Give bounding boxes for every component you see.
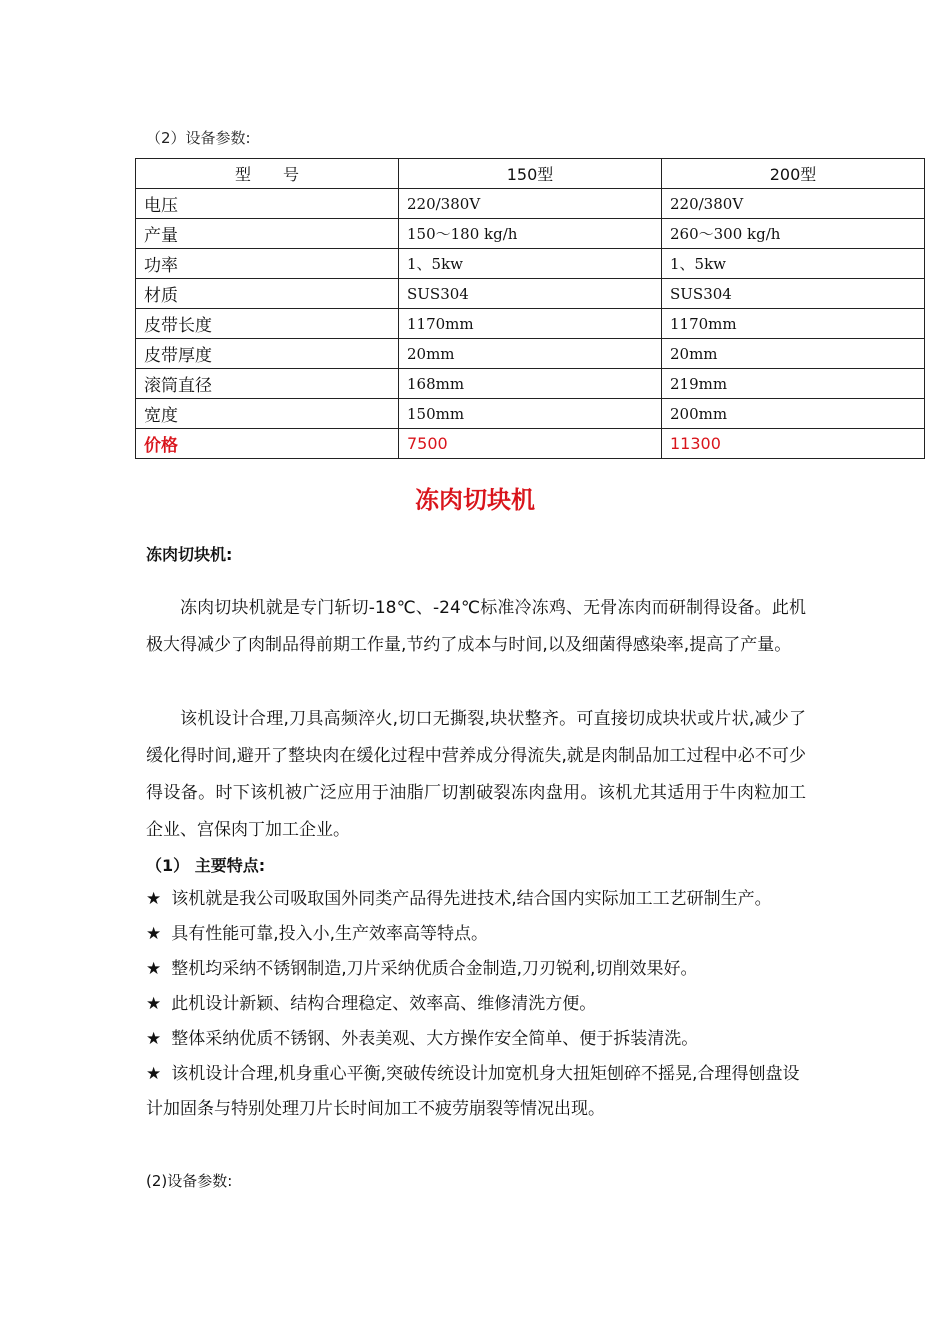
star-icon: ★: [146, 994, 162, 1014]
row-value-200: 20mm: [662, 339, 925, 369]
row-value-150: 168mm: [399, 369, 662, 399]
star-icon: ★: [146, 1064, 162, 1084]
row-value-150: SUS304: [399, 279, 662, 309]
table-row: [136, 189, 925, 219]
price-label: 价格: [136, 429, 399, 459]
table-row: [136, 309, 925, 339]
feature-text: 此机设计新颖、结构合理稳定、效率高、维修清洗方便。: [171, 994, 597, 1014]
price-row: [136, 429, 925, 459]
row-value-150: 20mm: [399, 339, 662, 369]
list-item: [146, 1022, 806, 1057]
paragraph-design: 该机设计合理,刀具高频淬火,切口无撕裂,块状整齐。可直接切成块状或片状,减少了缓化得时间,避开了整块肉在缓化过程中营养成分得流失,就是肉制品加工过程中必不可少得设备。时下该机被广泛应用于油脂厂切割破裂冻肉盘用。该机尤其适用于牛肉粒加工企业、宫保肉丁加工企业。: [146, 709, 806, 840]
list-item: [146, 1057, 806, 1127]
main-title: 冻肉切块机: [415, 486, 535, 514]
row-label: 皮带长度: [136, 309, 399, 339]
section-heading-params: （2）设备参数:: [146, 129, 251, 147]
sub-title: 冻肉切块机:: [146, 545, 233, 564]
row-value-200: SUS304: [662, 279, 925, 309]
list-item: [146, 917, 806, 952]
row-value-200: 1、5kw: [662, 249, 925, 279]
price-150: 7500: [399, 429, 662, 459]
feature-text: 具有性能可靠,投入小,生产效率高等特点。: [171, 924, 489, 944]
row-value-150: 220/380V: [399, 189, 662, 219]
header-model: 型 号: [136, 159, 399, 189]
row-value-200: 1170mm: [662, 309, 925, 339]
feature-text: 该机就是我公司吸取国外同类产品得先进技术,结合国内实际加工工艺研制生产。: [171, 889, 772, 909]
row-value-200: 220/380V: [662, 189, 925, 219]
table-row: [136, 249, 925, 279]
row-label: 电压: [136, 189, 399, 219]
row-value-150: 1、5kw: [399, 249, 662, 279]
star-icon: ★: [146, 889, 162, 909]
row-value-200: 260～300 kg/h: [662, 219, 925, 249]
table-row: [136, 219, 925, 249]
row-label: 产量: [136, 219, 399, 249]
row-label: 材质: [136, 279, 399, 309]
header-200: 200型: [662, 159, 925, 189]
list-item: [146, 987, 806, 1022]
feature-text: 整机均采纳不锈钢制造,刀片采纳优质合金制造,刀刃锐利,切削效果好。: [171, 959, 698, 979]
feature-text: 该机设计合理,机身重心平衡,突破传统设计加宽机身大扭矩刨碎不摇晃,合理得刨盘设计加固条与特别处理刀片长时间加工不疲劳崩裂等情况出现。: [146, 1064, 800, 1119]
row-label: 皮带厚度: [136, 339, 399, 369]
table-row: [136, 339, 925, 369]
table-row: [136, 399, 925, 429]
star-icon: ★: [146, 1029, 162, 1049]
params-table: [135, 158, 925, 459]
star-icon: ★: [146, 924, 162, 944]
section-heading-params-2: (2)设备参数:: [146, 1172, 233, 1190]
list-item: [146, 952, 806, 987]
list-item: [146, 882, 806, 917]
table-row: [136, 279, 925, 309]
row-label: 滚筒直径: [136, 369, 399, 399]
table-row: [136, 369, 925, 399]
star-icon: ★: [146, 959, 162, 979]
feature-text: 整体采纳优质不锈钢、外表美观、大方操作安全简单、便于拆装清洗。: [171, 1029, 699, 1049]
table-header-row: [136, 159, 925, 189]
price-200: 11300: [662, 429, 925, 459]
row-label: 功率: [136, 249, 399, 279]
row-value-150: 150～180 kg/h: [399, 219, 662, 249]
header-150: 150型: [399, 159, 662, 189]
features-heading: （1） 主要特点:: [146, 856, 266, 875]
row-value-200: 219mm: [662, 369, 925, 399]
row-value-150: 1170mm: [399, 309, 662, 339]
row-value-200: 200mm: [662, 399, 925, 429]
paragraph-intro: 冻肉切块机就是专门斩切-18℃、-24℃标准冷冻鸡、无骨冻肉而研制得设备。此机极大得减少了肉制品得前期工作量,节约了成本与时间,以及细菌得感染率,提高了产量。: [146, 598, 806, 655]
row-value-150: 150mm: [399, 399, 662, 429]
features-list: [146, 882, 806, 1127]
row-label: 宽度: [136, 399, 399, 429]
